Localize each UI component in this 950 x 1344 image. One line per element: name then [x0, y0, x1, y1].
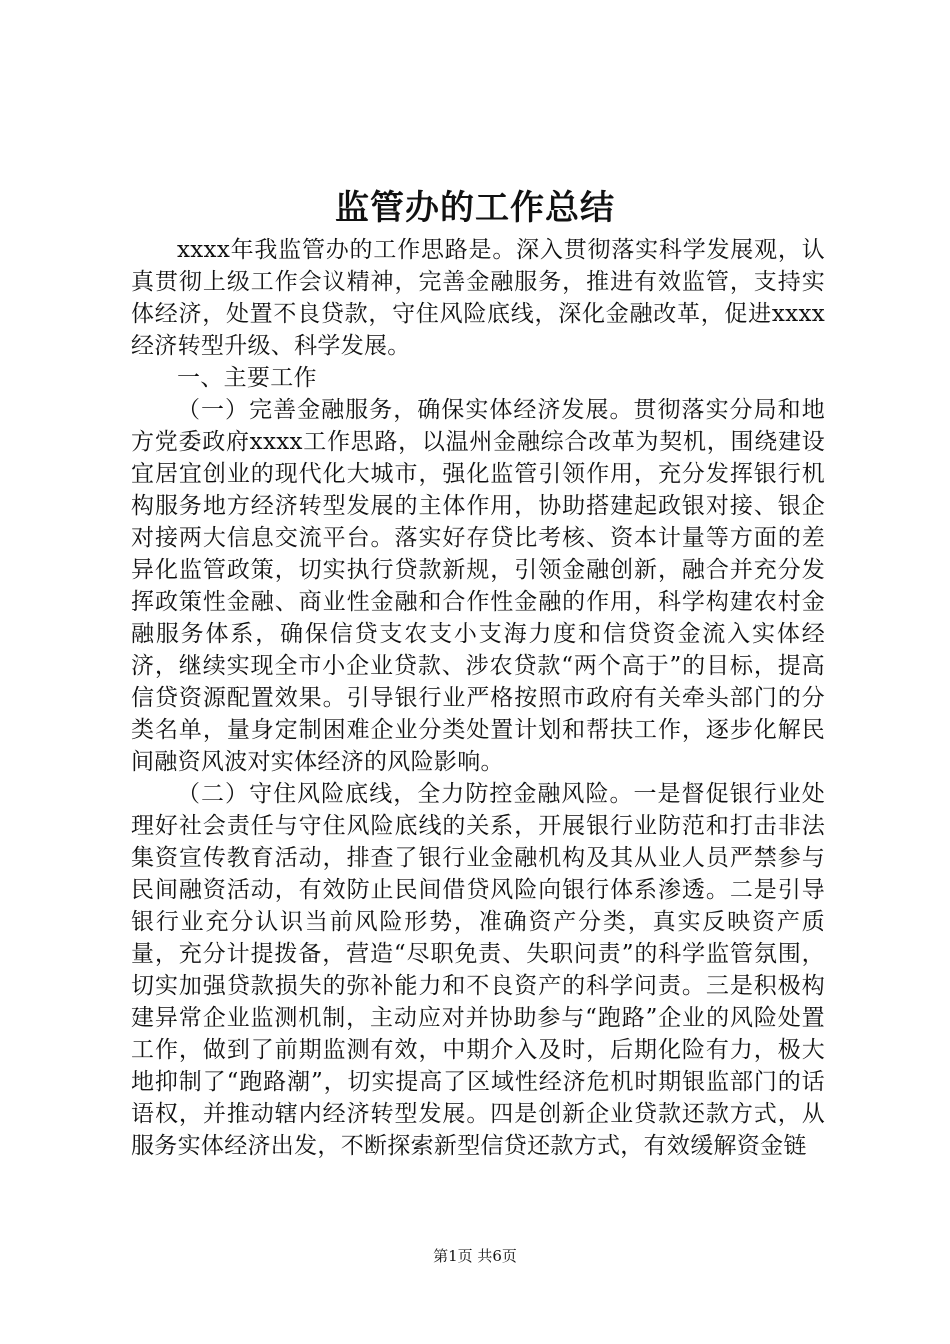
document-body [131, 234, 825, 1162]
document-title: 监管办的工作总结 [335, 188, 615, 228]
paragraph-section-2: （二）守住风险底线，全力防控金融风险。一是督促银行业处理好社会责任与守住风险底线的关系，开展银行业防范和打击非法集资宣传教育活动，排查了银行业金融机构及其从业人员严禁参与民间融资活动，有效防止民间借贷风险向银行体系渗透。二是引导银行业充分认识当前风险形势，准确资产分类，真实反映资产质量，充分计提拨备，营造“尽职免责、失职问责”的科学监管氛围，切实加强贷款损失的弥补能力和不良资产的科学问责。三是积极构建异常企业监测机制，主动应对并协助参与“跑路”企业的风险处置工作，做到了前期监测有效，中期介入及时，后期化险有力，极大地抑制了“跑路潮”，切实提高了区域性经济危机时期银监部门的话语权，并推动辖内经济转型发展。四是创新企业贷款还款方式，从服务实体经济出发，不断探索新型信贷还款方式，有效缓解资金链 [131, 781, 825, 1159]
page-footer: 第1页 共6页 [433, 1247, 517, 1265]
paragraph-intro: xxxx年我监管办的工作思路是。深入贯彻落实科学发展观，认真贯彻上级工作会议精神，完善金融服务，推进有效监管，支持实体经济，处置不良贷款，守住风险底线，深化金融改革，促进xxxx经济转型升级、科学发展。 [131, 237, 825, 359]
paragraph-section-1: （一）完善金融服务，确保实体经济发展。贯彻落实分局和地方党委政府xxxx工作思路，以温州金融综合改革为契机，围绕建设宜居宜创业的现代化大城市，强化监管引领作用，充分发挥银行机构服务地方经济转型发展的主体作用，协助搭建起政银对接、银企对接两大信息交流平台。落实好存贷比考核、资本计量等方面的差异化监管政策，切实执行贷款新规，引领金融创新，融合并充分发挥政策性金融、商业性金融和合作性金融的作用，科学构建农村金融服务体系，确保信贷支农支小支海力度和信贷资金流入实体经济，继续实现全市小企业贷款、涉农贷款“两个高于”的目标，提高信贷资源配置效果。引导银行业严格按照市政府有关牵头部门的分类名单，量身定制困难企业分类处置计划和帮扶工作，逐步化解民间融资风波对实体经济的风险影响。 [131, 397, 825, 775]
section-heading-main-work: 一、主要工作 [177, 365, 317, 391]
